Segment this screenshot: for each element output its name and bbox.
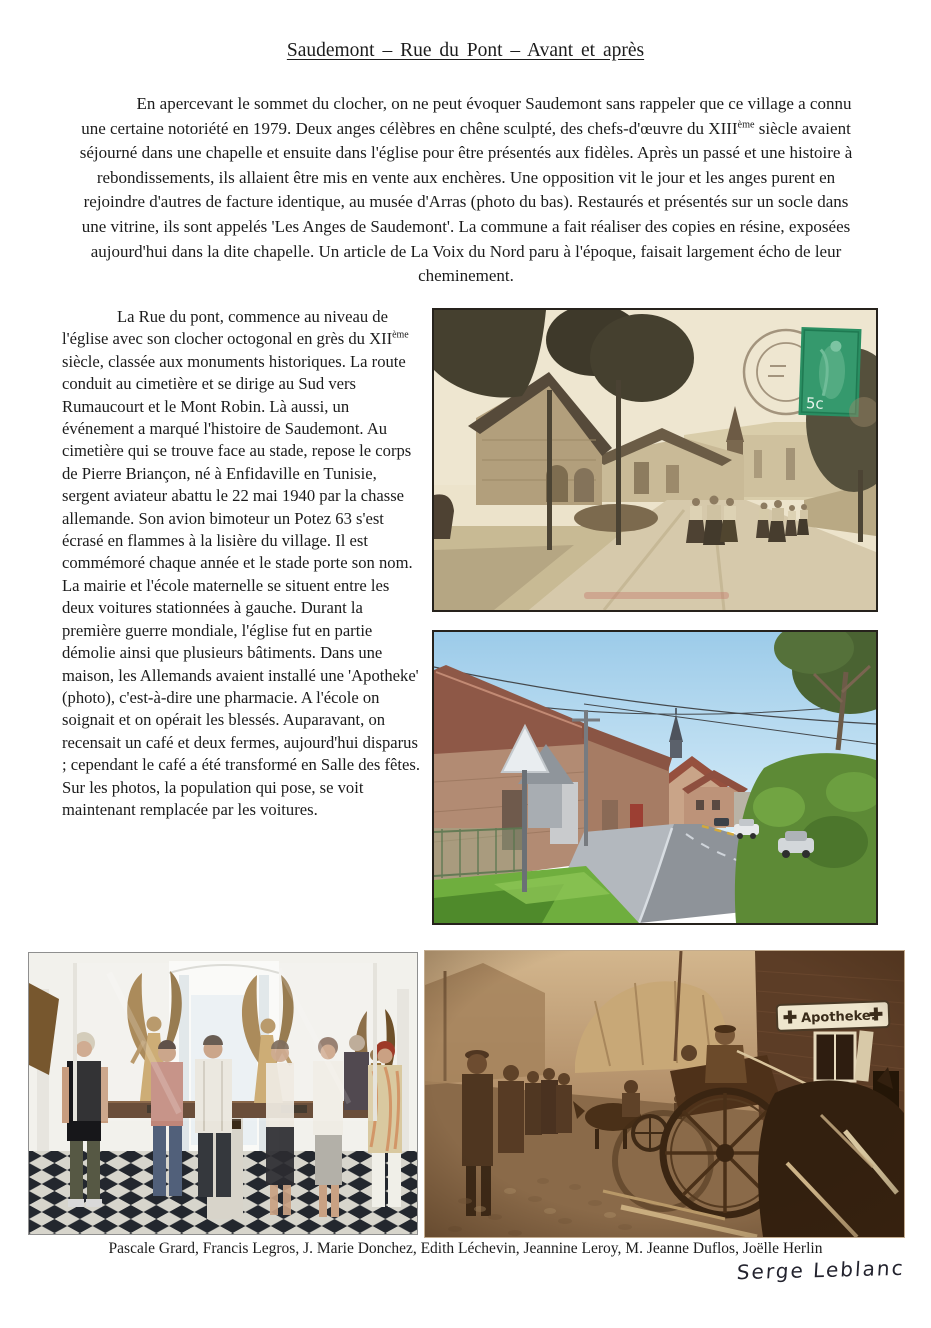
- car-distant: [714, 818, 729, 826]
- photo-caption-names: Pascale Grard, Francis Legros, J. Marie Donchez, Edith Léchevin, Jeannine Leroy, M. Jeanne Duflos, Joëlle Herlin: [108, 1240, 823, 1257]
- museum-scene: [29, 953, 417, 1234]
- postcard-street-scene: [434, 310, 876, 610]
- page-title: Saudemont – Rue du Pont – Avant et après: [286, 40, 645, 61]
- intro-text-continued: siècle avaient séjourné dans une chapelle et ensuite dans l'église pour être présentés aux fidèles. Après un passé et une histoire à rebondissements, ils allaient être mis en vente aux enchères. Une opposition vit le jour et les anges purent en rejoindre d'autres de facture identique, au musée d'Arras (photo du bas). Restaurés et présentés sur un socle dans une vitrine, ils sont appelés 'Les Anges de Saudemont'. La commune a fait réaliser des copies en résine, exposées aujourd'hui dans la dite chapelle. Un article de La Voix du Nord paru à l'époque, faisait largement écho de leur cheminement.: [79, 118, 853, 286]
- ordinal-superscript: ème: [392, 329, 409, 341]
- modern-street-photo: [432, 630, 878, 925]
- vintage-postcard-photo: [432, 308, 878, 612]
- intro-paragraph: [74, 92, 858, 289]
- column-paragraph-2: La mairie et l'école maternelle se situent entre les deux voitures stationnées à gauche. Durant la première guerre mondiale, l'église fut en partie démolie ainsi que plusieurs bâtiments. Dans une maison, les Allemands avaient installé une 'Apotheke' (photo), c'est-à-dire une pharmacie. A l'école on soignait et on opérait les blessés. Auparavant, on recensait un café et deux fermes, aujourd'hui disparus ; cependant le café a été transformé en Salle des fêtes. Sur les photos, la population qui pose, se voit maintenant remplacée par les voitures.: [62, 575, 420, 819]
- postcard-red-caption: [584, 592, 729, 599]
- intro-text: En apercevant le sommet du clocher, on ne peut évoquer Saudemont sans rappeler que ce village a connu une certaine notoriété en 1979. Deux anges célèbres en chêne sculpté, des chefs-d'œuvre du XIII: [81, 94, 852, 138]
- left-text-column: [62, 306, 425, 821]
- tree-trunk: [547, 390, 552, 550]
- garden-fence: [434, 828, 526, 880]
- stamp-value: 5c: [805, 394, 824, 413]
- museum-angels-photo: [28, 952, 418, 1235]
- display-case-glass: [75, 963, 375, 1121]
- column-paragraph-1: La Rue du pont, commence au niveau de l'église avec son clocher octogonal en grès du XIIème siècle, classée aux monuments historiques. La route conduit au cimetière et se dirige au Sud vers Rumaucourt et le Mont Robin. Là aussi, un événement a marqué l'histoire de Saudemont. Au cimetière qui se trouve face au stade, repose le corps de Pierre Briançon, né à Enfidaville en Tunisie, sergent aviateur abattu le 22 mai 1940 par la chasse allemande. Son avion bimoteur un Potez 63 s'est écrasé en flammes à la lisière du village. Il est commémoré chaque année et le stade porte son nom.: [62, 307, 413, 573]
- ordinal-superscript: ème: [737, 118, 755, 130]
- wartime-street-scene: [425, 951, 904, 1237]
- author-signature: Serge Leblanc: [736, 1255, 906, 1285]
- modern-street-scene: [434, 632, 876, 923]
- apotheke-wartime-photo: [424, 950, 905, 1238]
- utility-pole: [584, 710, 588, 846]
- vignette-overlay: [425, 951, 904, 1237]
